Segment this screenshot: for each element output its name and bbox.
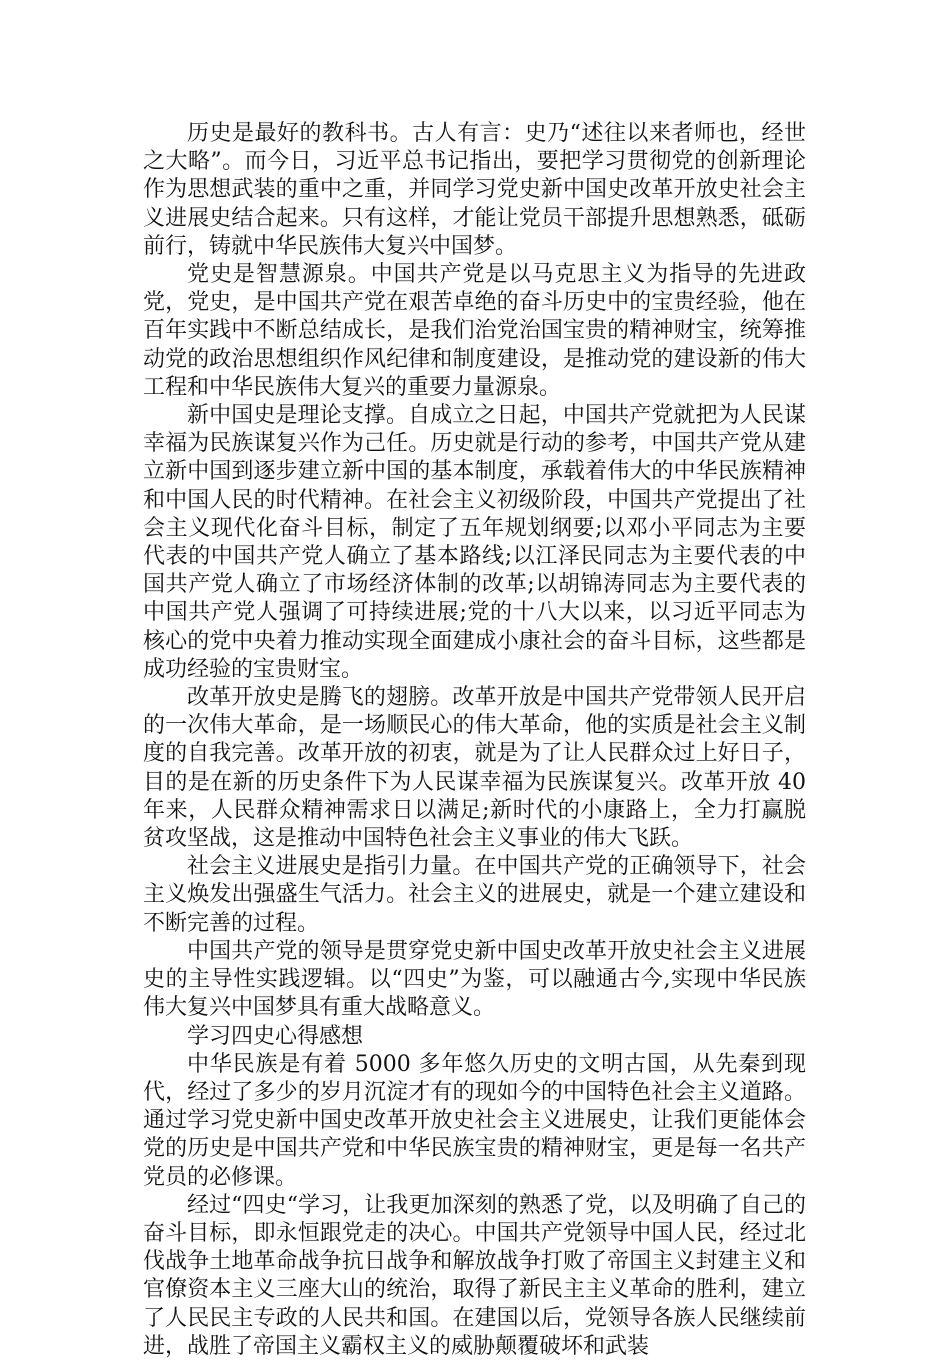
paragraph-four-histories-study: 经过“四史“学习，让我更加深刻的熟悉了党，以及明确了自己的奋斗目标，即永恒跟党走的决心。中国共产党领导中国人民，经过北伐战争土地革命战争抗日战争和解放战争打败了帝国主义封建主义和官僚资本主义三座大山的统治，取得了新民主主义革命的胜利，建立了人民民主专政的人民共和国。在建国以后，党领导各族人民继续前进，战胜了帝国主义霸权主义的威胁颠覆破坏和武装: [143, 1192, 806, 1359]
paragraph-party-history: 党史是智慧源泉。中国共产党是以马克思主义为指导的先进政党，党史，是中国共产党在艰苦卓绝的奋斗历史中的宝贵经验，他在百年实践中不断总结成长，是我们治党治国宝贵的精神财宝，统筹推动党的政治思想组织作风纪律和制度建设，是推动党的建设新的伟大工程和中华民族伟大复兴的重要力量源泉。: [143, 262, 806, 400]
paragraph-reform-opening-history: 改革开放史是腾飞的翅膀。改革开放是中国共产党带领人民开启的一次伟大革命，是一场顺民心的伟大革命，他的实质是社会主义制度的自我完善。改革开放的初衷，就是为了让人民群众过上好日子，目的是在新的历史条件下为人民谋幸福为民族谋复兴。改革开放 40 年来，人民群众精神需求日以满足;新时代的小康路上，全力打赢脱贫攻坚战，这是推动中国特色社会主义事业的伟大飞跃。: [143, 685, 806, 852]
section-heading: 学习四史心得感想: [187, 1023, 364, 1049]
paragraph-party-leadership: 中国共产党的领导是贯穿党史新中国史改革开放史社会主义进展史的主导性实践逻辑。以“四史”为鉴，可以融通古今,实现中华民族伟大复兴中国梦具有重大战略意义。: [143, 938, 806, 1021]
paragraph-socialism-history: 社会主义进展史是指引力量。在中国共产党的正确领导下，社会主义焕发出强盛生气活力。社会主义的进展史，就是一个建立建设和不断完善的过程。: [143, 854, 806, 936]
paragraph-chinese-nation: 中华民族是有着 5000 多年悠久历史的文明古国，从先秦到现代，经过了多少的岁月沉淀才有的现如今的中国特色社会主义道路。通过学习党史新中国史改革开放史社会主义进展史，让我们更能体会党的历史是中国共产党和中华民族宝贵的精神财宝，更是每一名共产党员的必修课。: [143, 1051, 806, 1190]
document-body: [143, 120, 806, 1361]
paragraph-new-china-history: 新中国史是理论支撑。自成立之日起，中国共产党就把为人民谋幸福为民族谋复兴作为己任。历史就是行动的参考，中国共产党从建立新中国到逐步建立新中国的基本制度，承载着伟大的中华民族精神和中国人民的时代精神。在社会主义初级阶段，中国共产党提出了社会主义现代化奋斗目标，制定了五年规划纲要;以邓小平同志为主要代表的中国共产党人确立了基本路线;以江泽民同志为主要代表的中国共产党人确立了市场经济体制的改革;以胡锦涛同志为主要代表的中国共产党人强调了可持续进展;党的十八大以来，以习近平同志为核心的党中央着力推动实现全面建成小康社会的奋斗目标，这些都是成功经验的宝贵财宝。: [143, 403, 806, 682]
paragraph-history-textbook: 历史是最好的教科书。古人有言：史乃“述往以来者师也，经世之大略”。而今日，习近平总书记指出，要把学习贯彻党的创新理论作为思想武装的重中之重，并同学习党史新中国史改革开放史社会主义进展史结合起来。只有这样，才能让党员干部提升思想熟悉，砥砺前行，铸就中华民族伟大复兴中国梦。: [143, 121, 806, 259]
